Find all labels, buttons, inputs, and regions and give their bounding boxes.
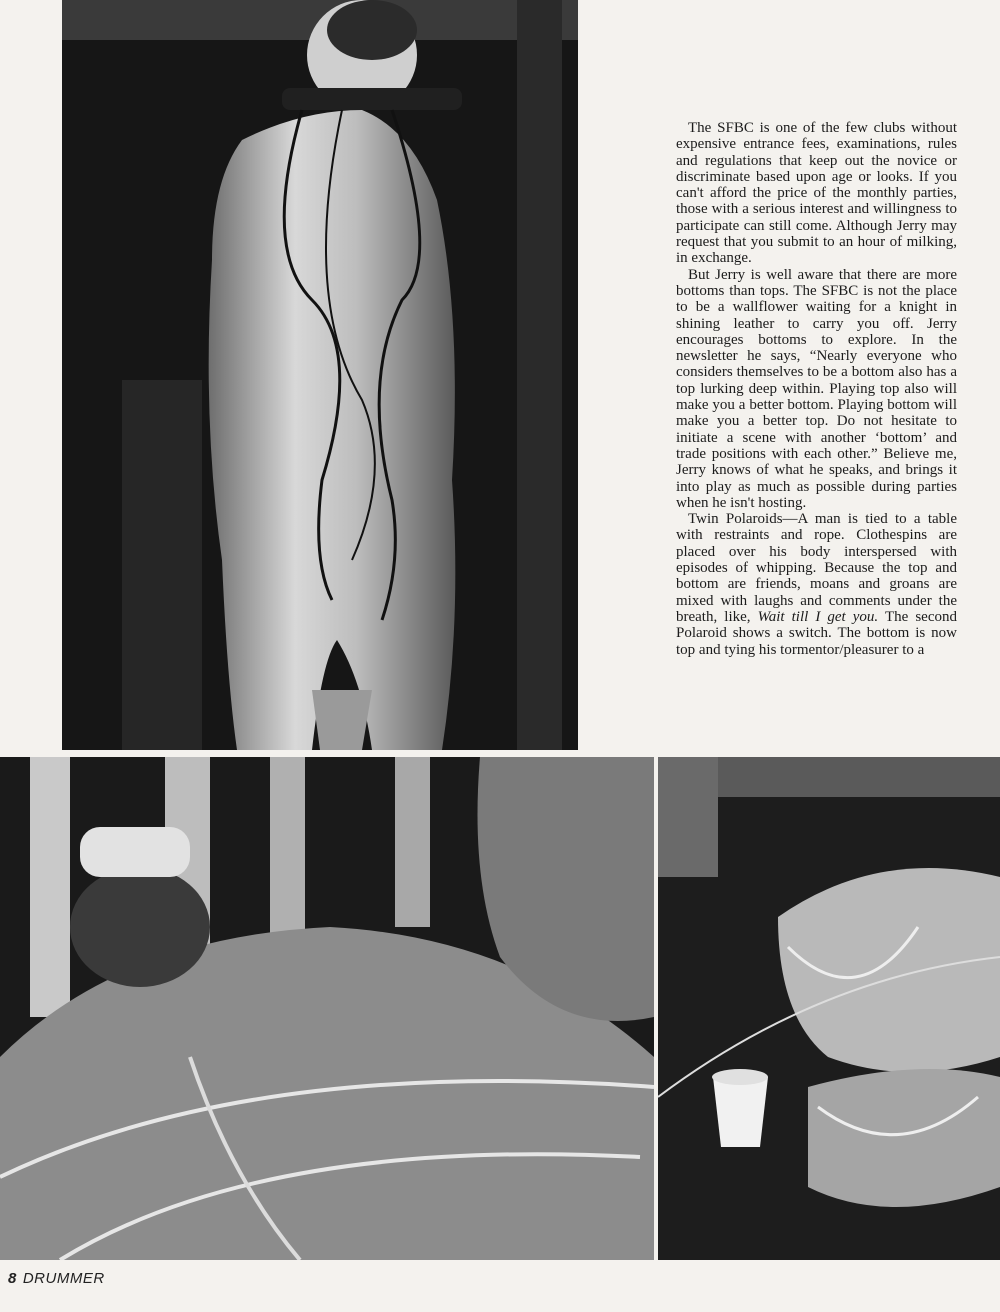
photo-bottom-left — [0, 757, 654, 1260]
magazine-name: DRUMMER — [22, 1270, 105, 1287]
photo-bottom-right — [658, 757, 1000, 1260]
page-folio — [8, 1270, 105, 1287]
article-paragraph-3 — [676, 511, 957, 658]
photo-bottom-right-image — [658, 757, 1000, 1260]
article-text — [676, 120, 957, 658]
paragraph-3-text-start: Twin Polaroids—A man is tied to a table with restraints and rope. Clothespins are placed over his body interspersed with episodes of whipping. Because the top and bottom are friends, moans and groans are mixed with laughs and comments under the breath, like, — [676, 511, 957, 625]
article-paragraph-2: But Jerry is well aware that there are more bottoms than tops. The SFBC is not the place to be a wallflower waiting for a knight in shining leather to carry you off. Jerry encourages bottoms to explore. In the newsletter he says, “Nearly everyone who considers themselves to be a bottom also has a top lurking deep within. Playing top also will make you a better bottom. Playing bottom will make you a better top. Do not hesitate to initiate a scene with another ‘bottom’ and trade positions with each other.” Believe me, Jerry knows of what he speaks, and brings it into play as much as possible during parties when he isn't hosting. — [676, 266, 957, 511]
photo-top-image — [62, 0, 578, 750]
article-paragraph-1: The SFBC is one of the few clubs without expensive entrance fees, examinations, rules and regulations that keep out the novice or discriminate based upon age or looks. If you can't afford the price of the monthly parties, those with a serious interest and willingness to participate can still come. Although Jerry may request that you submit to an hour of milking, in exchange. — [676, 120, 957, 267]
photo-top — [62, 0, 578, 750]
paragraph-3-text-end: The second Polaroid shows a switch. The bottom is now top and tying his tormentor/pleasurer to a — [676, 608, 957, 658]
page-number: 8 — [8, 1270, 17, 1287]
photo-bottom-left-image — [0, 757, 654, 1260]
paragraph-3-italic-quote: Wait till I get you. — [757, 608, 879, 625]
